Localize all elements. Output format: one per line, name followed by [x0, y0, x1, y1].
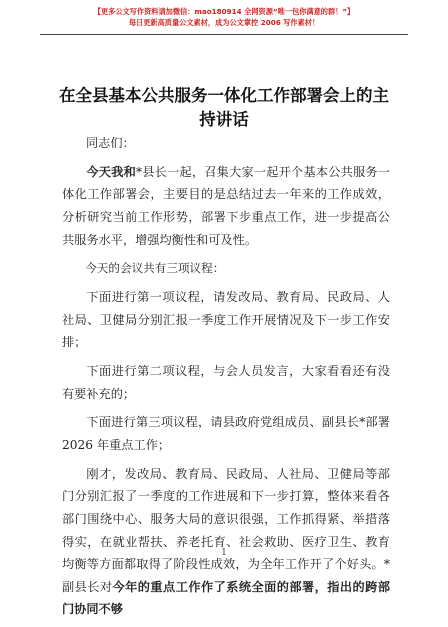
agenda-item-3: 下面进行第三项议程，请县政府党组成员、副县长*部署 2026 年重点工作； [62, 415, 390, 453]
salutation: 同志们： [86, 136, 135, 150]
paragraph-intro [62, 161, 390, 251]
promo-banner-line-1: 【更多公文写作资料请加微信：mao180914 全网资源“唯一包你满意的群！”】 [93, 7, 355, 16]
paragraph-intro-body: *县长一起，召集大家一起开个基本公共服务一体化工作部署会，主要目的是总结过去一年来的工作成效，分析研究当前工作形势，部署下步重点工作，进一步提高公共服务水平，增强均衡性和可及性。 [62, 164, 391, 247]
document-title: 在全县基本公共服务一体化工作部署会上的主持讲话 [59, 86, 389, 129]
promo-banner [0, 6, 448, 28]
paragraph-intro-lead: 今天我和 [86, 164, 136, 179]
agenda-heading: 今天的会议共有三项议程： [85, 261, 225, 276]
header-rule [40, 34, 408, 35]
agenda-item-1: 下面进行第一项议程，请发改局、教育局、民政局、人社局、卫健局分别汇报一季度工作开展情况及下一步工作安排； [62, 290, 390, 350]
paragraph-summary-tail: 今年的重点工作作了系统全面的部署，指出的跨部门协同不够 [62, 579, 391, 617]
page-number: 1 [221, 548, 227, 558]
paragraph-summary-body: 刚才，发改局、教育局、民政局、人社局、卫健局等部门分别汇报了一季度的工作进展和下一步打算，整体来看各部门围绕中心、服务大局的意识很强，工作抓得紧、举措落得实，在就业帮扶、养老托育、社会救助、医疗卫生、教育均衡等方面都取得了阶段性成效，为全年工作开了个好头。*副县长对 [62, 466, 390, 594]
promo-banner-line-2: 每日更新高质量公文素材，成为公文掌控 2006 写作素材！ [128, 18, 320, 27]
agenda-item-2: 下面进行第二项议程，与会人员发言，大家看看还有没有要补充的； [62, 364, 390, 401]
paragraph-summary [62, 463, 390, 621]
